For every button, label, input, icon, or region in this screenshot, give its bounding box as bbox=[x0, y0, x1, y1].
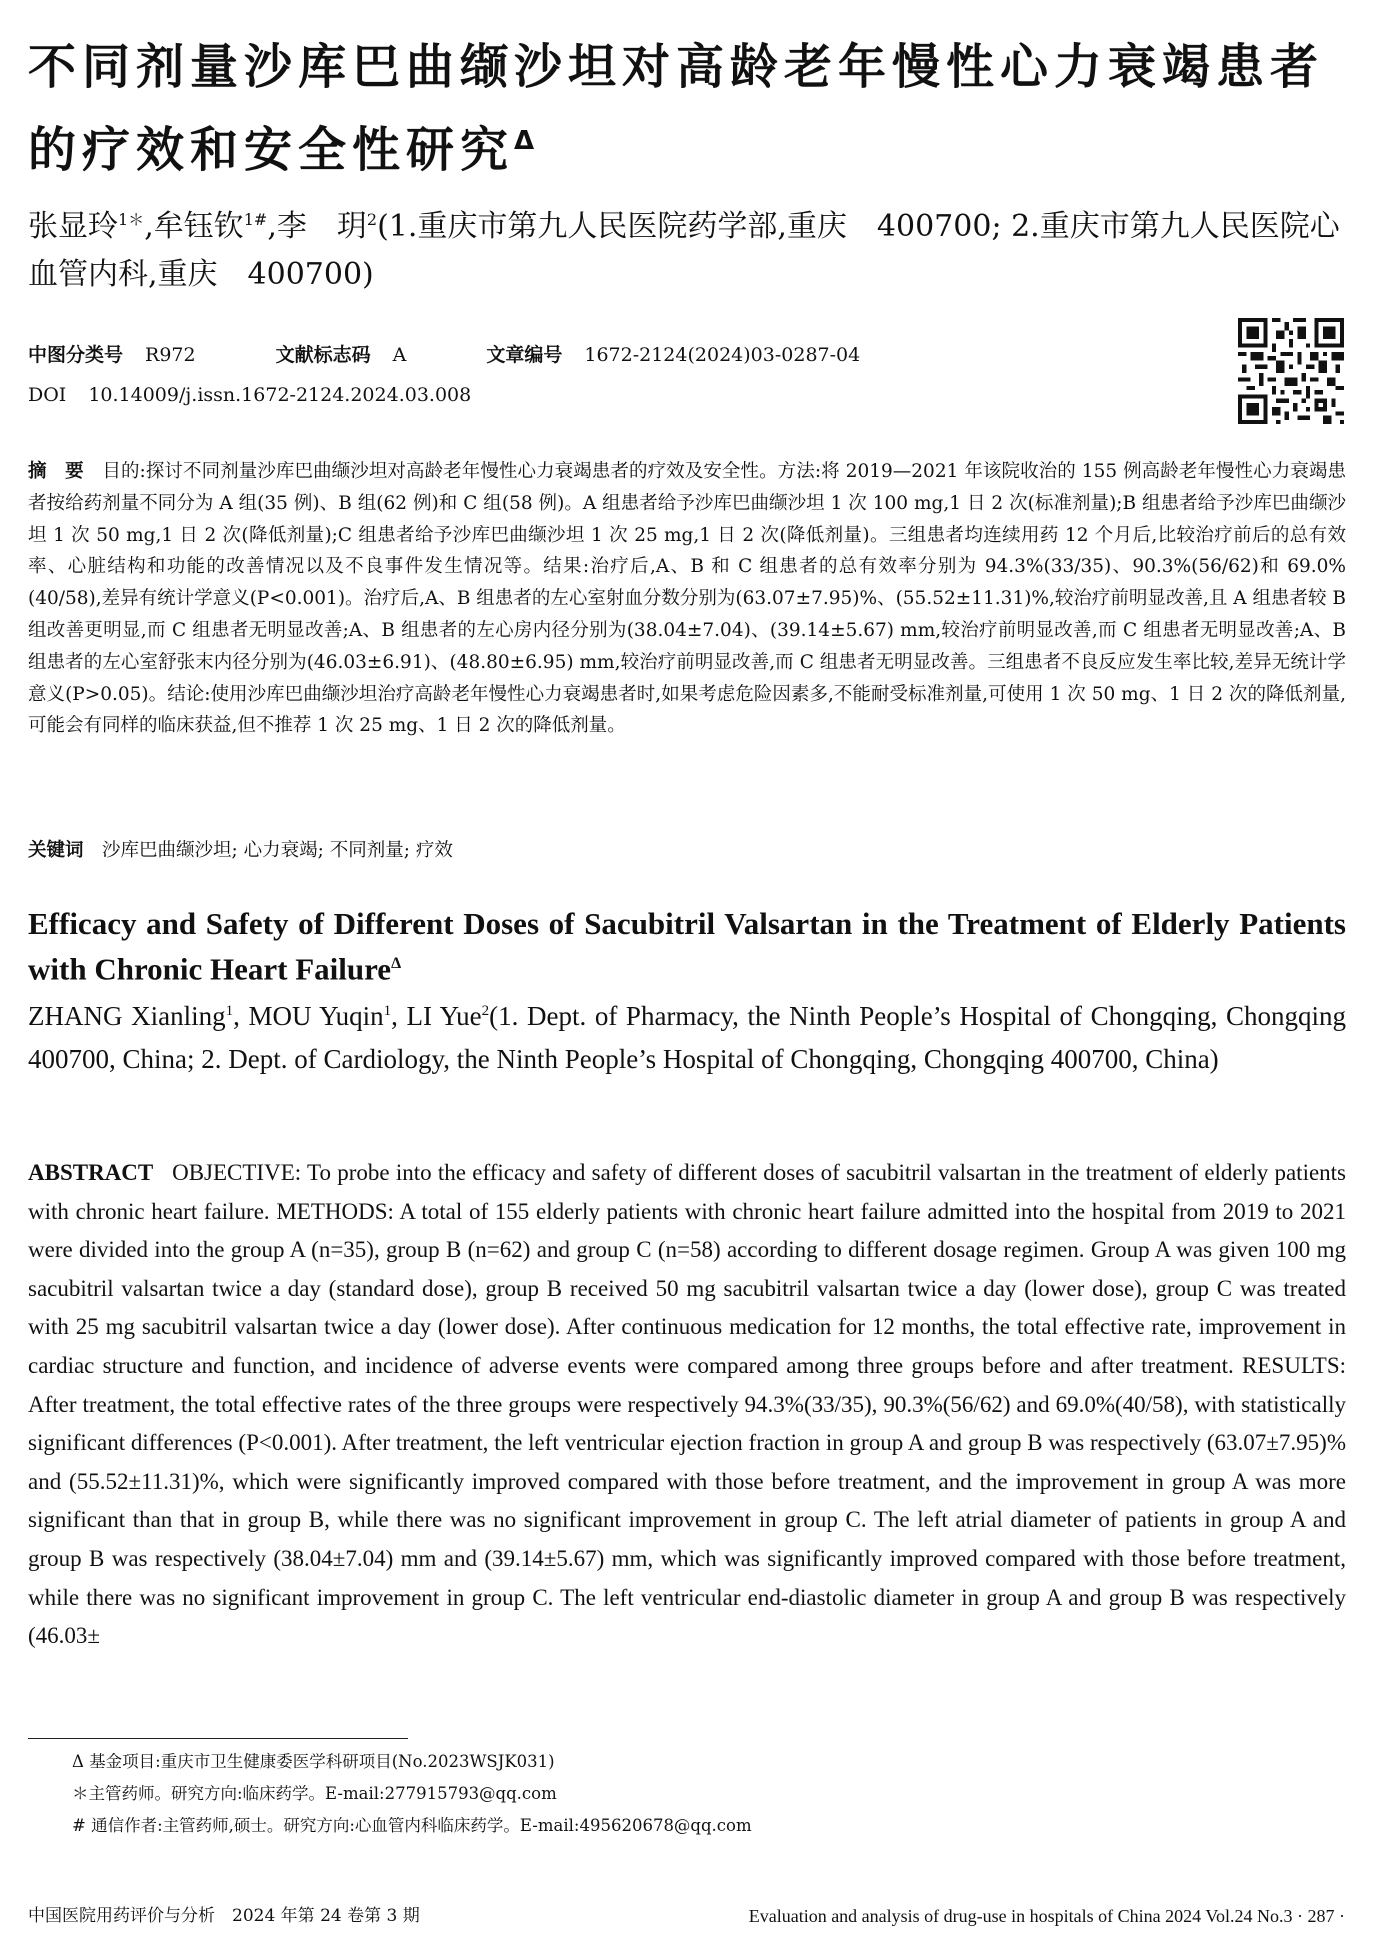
author-2-cn: ,牟钰钦 bbox=[144, 209, 244, 244]
doc-code-value: A bbox=[392, 344, 407, 366]
affiliations-en: (1. Dept. of Pharmacy, the Ninth People’s Hospital of Chongqing, Chongqing 400700, China; 2. Dept. of Cardiology, the Ninth People’s Hospital of Chongqing, Chongqing 400700, China) bbox=[28, 1001, 1346, 1074]
article-no-value: 1672-2124(2024)03-0287-04 bbox=[584, 344, 861, 366]
qr-code-icon[interactable] bbox=[1238, 318, 1344, 424]
author-3-sup-en: 2 bbox=[481, 1003, 490, 1019]
authors-affiliations-cn bbox=[28, 196, 1348, 299]
abstract-cn bbox=[28, 456, 1346, 742]
author-1-sup-en: 1 bbox=[225, 1003, 234, 1019]
doi-value: 10.14009/j.issn.1672-2124.2024.03.008 bbox=[88, 384, 472, 406]
footnote-fund: Δ 基金项目:重庆市卫生健康委医学科研项目(No.2023WSJK031) bbox=[72, 1752, 555, 1771]
doi-line bbox=[28, 380, 1228, 410]
abstract-en bbox=[28, 1154, 1346, 1656]
footer-journal-en: Evaluation and analysis of drug-use in hospitals of China 2024 Vol.24 No.3 · 287 · bbox=[748, 1906, 1345, 1926]
title-cn-text: 不同剂量沙库巴曲缬沙坦对高龄老年慢性心力衰竭患者的疗效和安全性研究 bbox=[28, 39, 1325, 178]
classification-line bbox=[28, 340, 1228, 370]
clc-label: 中图分类号 bbox=[28, 344, 124, 366]
author-2-sup-en: 1 bbox=[383, 1003, 392, 1019]
title-en-fund-mark: Δ bbox=[391, 955, 402, 972]
abstract-en-text: OBJECTIVE: To probe into the efficacy and safety of different doses of sacubitril valsartan in the treatment of elderly patients with chronic heart failure. METHODS: A total of 155 elderly patients with chronic heart failure admitted into the hospital from 2019 to 2021 were divided into the group A (n=35), group B (n=62) and group C (n=58) according to different dosage regimen. Group A was given 100 mg sacubitril valsartan twice a day (standard dose), group B received 50 mg sacubitril valsartan twice a day (lower dose), group C was treated with 25 mg sacubitril valsartan twice a day (lower dose). After continuous medication for 12 months, the total effective rate, improvement in cardiac structure and function, and incidence of adverse events were compared among three groups before and after treatment. RESULTS: After treatment, the total effective rates of the three groups were respectively 94.3%(33/35), 90.3%(56/62) and 69.0%(40/58), with statistically significant differences (P<0.001). After treatment, the left ventricular ejection fraction in group A and group B was respectively (63.07±7.95)% and (55.52±11.31)%, which were significantly improved compared with those before treatment, and the improvement in group A was more significant than that in group B, while there was no significant improvement in group C. The left atrial diameter of patients in group A and group B was respectively (38.04±7.04) mm and (39.14±5.67) mm, which was significantly improved compared with those before treatment, while there was no significant improvement in group C. The left ventricular end-diastolic diameter in group A and group B was respectively (46.03± bbox=[28, 1160, 1347, 1649]
clc-value: R972 bbox=[145, 344, 196, 366]
footnotes bbox=[72, 1746, 1332, 1842]
footer-journal-cn: 中国医院用药评价与分析 2024 年第 24 卷第 3 期 bbox=[28, 1906, 420, 1926]
author-3-sup-cn: 2 bbox=[366, 210, 378, 229]
footnote-divider bbox=[28, 1738, 408, 1739]
title-en-text: Efficacy and Safety of Different Doses of Sacubitril Valsartan in the Treatment of Elderly Patients with Chronic Heart Failure bbox=[28, 906, 1346, 987]
author-1-cn: 张显玲 bbox=[28, 209, 118, 244]
author-2-sup-cn: 1# bbox=[243, 210, 268, 229]
keywords-cn-label: 关键词 bbox=[28, 840, 84, 861]
keywords-cn bbox=[28, 836, 1346, 866]
authors-affiliations-en bbox=[28, 990, 1346, 1081]
doi-label: DOI bbox=[28, 384, 67, 406]
keywords-cn-text: 沙库巴曲缬沙坦; 心力衰竭; 不同剂量; 疗效 bbox=[102, 840, 453, 861]
title-fund-mark: Δ bbox=[514, 126, 535, 156]
author-1-en: ZHANG Xianling bbox=[28, 1001, 226, 1031]
article-title-en bbox=[28, 904, 1346, 989]
abstract-cn-text: 目的:探讨不同剂量沙库巴曲缬沙坦对高龄老年慢性心力衰竭患者的疗效及安全性。方法:将 2019—2021 年该院收治的 155 例高龄老年慢性心力衰竭患者按给药剂量不同分为 A 组(35 例)、B 组(62 例)和 C 组(58 例)。A 组患者给予沙库巴曲缬沙坦 1 次 100 mg,1 日 2 次(标准剂量);B 组患者给予沙库巴曲缬沙坦 1 次 50 mg,1 日 2 次(降低剂量);C 组患者给予沙库巴曲缬沙坦 1 次 25 mg,1 日 2 次(降低剂量)。三组患者均连续用药 12 个月后,比较治疗前后的总有效率、心脏结构和功能的改善情况以及不良事件发生情况等。结果:治疗后,A、B 和 C 组患者的总有效率分别为 94.3%(33/35)、90.3%(56/62)和 69.0%(40/58),差异有统计学意义(P<0.001)。治疗后,A、B 组患者的左心室射血分数分别为(63.07±7.95)%、(55.52±11.31)%,较治疗前明显改善,且 A 组患者较 B 组改善更明显,而 C 组患者无明显改善;A、B 组患者的左心房内径分别为(38.04±7.04)、(39.14±5.67) mm,较治疗前明显改善,而 C 组患者无明显改善;A、B 组患者的左心室舒张末内径分别为(46.03±6.91)、(48.80±6.95) mm,较治疗前明显改善,而 C 组患者无明显改善。三组患者不良反应发生率比较,差异无统计学意义(P>0.05)。结论:使用沙库巴曲缬沙坦治疗高龄老年慢性心力衰竭患者时,如果考虑危险因素多,不能耐受标准剂量,可使用 1 次 50 mg、1 日 2 次的降低剂量,可能会有同样的临床获益,但不推荐 1 次 25 mg、1 日 2 次的降低剂量。 bbox=[28, 461, 1346, 737]
footnote-first-author: ＊主管药师。研究方向:临床药学。E-mail:277915793@qq.com bbox=[72, 1784, 557, 1803]
author-2-en: , MOU Yuqin bbox=[233, 1001, 384, 1031]
footnote-corresponding-author: # 通信作者:主管药师,硕士。研究方向:心血管内科临床药学。E-mail:495620678@qq.com bbox=[72, 1816, 752, 1835]
author-3-en: , LI Yue bbox=[391, 1001, 482, 1031]
author-1-sup-cn: 1＊ bbox=[118, 210, 145, 229]
abstract-cn-label: 摘 要 bbox=[28, 461, 84, 482]
doc-code-label: 文献标志码 bbox=[275, 344, 371, 366]
article-title-cn bbox=[28, 30, 1348, 187]
affiliations-cn: (1.重庆市第九人民医院药学部,重庆 400700; 2.重庆市第九人民医院心血管内科,重庆 400700) bbox=[28, 209, 1340, 292]
author-3-cn: ,李 玥 bbox=[267, 209, 367, 244]
abstract-en-label: ABSTRACT bbox=[28, 1160, 154, 1185]
article-no-label: 文章编号 bbox=[486, 344, 563, 366]
